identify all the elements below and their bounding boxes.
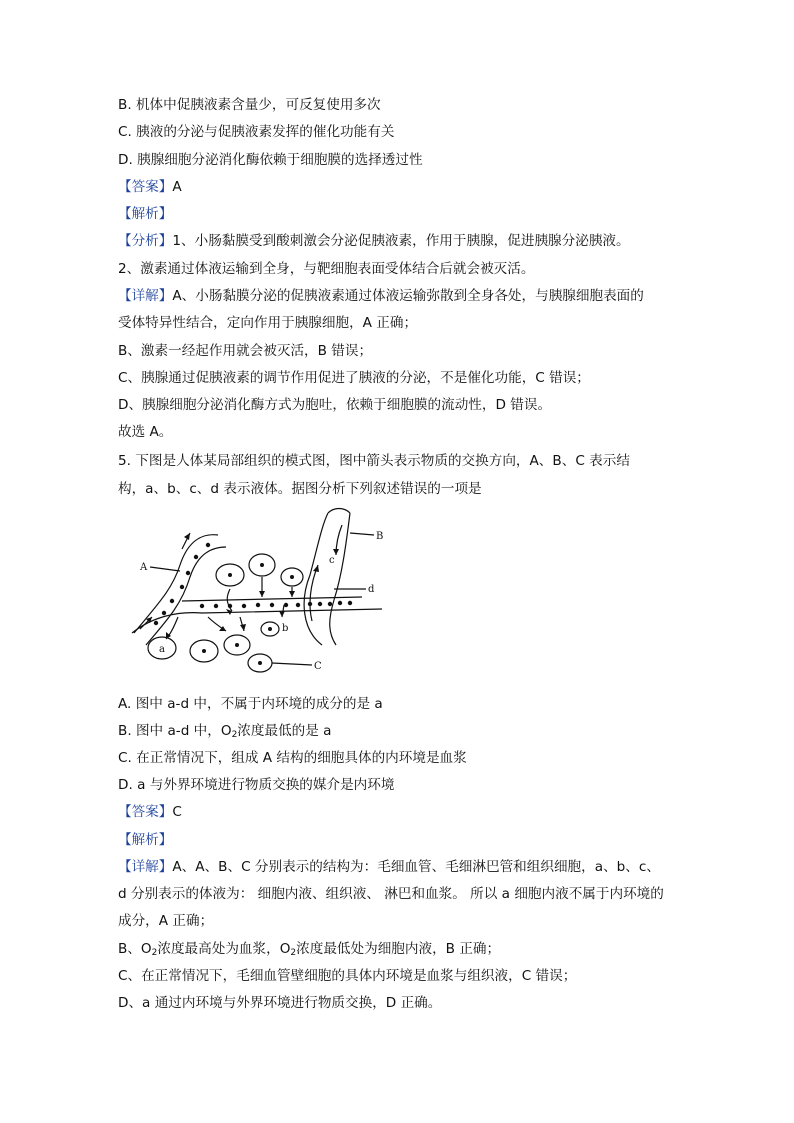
q5-detail-4 — [118, 939, 500, 963]
blood-cell — [154, 621, 158, 625]
q4-detail-3: B、激素一经起作用就会被灭活，B 错误； — [118, 343, 373, 359]
pointer-B — [350, 533, 374, 535]
q5-detail-6: D、a 通过内环境与外界环境进行物质交换，D 正确。 — [118, 995, 442, 1011]
blood-cell — [194, 555, 198, 559]
q4-option-d: D. 胰腺细胞分泌消化酶依赖于细胞膜的选择透过性 — [118, 152, 423, 168]
fenxi-tag: 【分析】 — [118, 233, 173, 249]
q4-analysis-tag — [118, 204, 172, 224]
blood-cell — [170, 599, 174, 603]
d4-pre: B、O — [118, 941, 152, 957]
q5-option-d: D. a 与外界环境进行物质交换的媒介是内环境 — [118, 777, 395, 793]
blood-cell — [270, 603, 274, 607]
q5-detail-3: 成分，A 正确； — [118, 913, 214, 929]
q4-detail-2: 受体特异性结合，定向作用于胰腺细胞，A 正确； — [118, 315, 418, 331]
pointer-C — [272, 663, 312, 665]
q5-stem-1: 5. 下图是人体某局部组织的模式图，图中箭头表示物质的交换方向，A、B、C 表示结 — [118, 453, 630, 469]
lymph-wall-left — [304, 513, 328, 645]
opt-b-sub: 2 — [231, 730, 238, 740]
label-c: c — [329, 555, 335, 566]
q5-answer — [118, 802, 182, 822]
d4-mid: 浓度最高处为血浆，O — [157, 941, 291, 957]
label-A: A — [140, 562, 148, 573]
blood-cell — [256, 603, 260, 607]
nucleus — [235, 643, 239, 647]
blood-cell — [186, 571, 190, 575]
detail-text-1: A、A、B、C 分别表示的结构为：毛细血管、毛细淋巴管和组织细胞，a、b、c、 — [172, 859, 660, 875]
blood-cell — [328, 602, 332, 606]
analysis-tag: 【解析】 — [118, 206, 173, 222]
q4-detail-4: C、胰腺通过促胰液素的调节作用促进了胰液的分泌，不是催化功能，C 错误； — [118, 370, 590, 386]
d4-sub1: 2 — [151, 948, 158, 958]
q5-option-c: C. 在正常情况下，组成 A 结构的细胞具体的内环境是血浆 — [118, 750, 467, 766]
q4-option-c: C. 胰液的分泌与促胰液素发挥的催化功能有关 — [118, 124, 395, 140]
q5-detail-5: C、在正常情况下，毛细血管壁细胞的具体内环境是血浆与组织液，C 错误； — [118, 968, 577, 984]
q5-option-b — [118, 721, 332, 745]
fenxi-text-1: 1、小肠黏膜受到酸刺激会分泌促胰液素，作用于胰腺，促进胰腺分泌胰液。 — [172, 233, 630, 249]
capillary-wall-outer — [134, 535, 218, 633]
nucleus — [290, 575, 294, 579]
q4-conclusion: 故选 A。 — [118, 424, 173, 440]
detail-tag: 【详解】 — [118, 859, 173, 875]
blood-cell — [242, 604, 246, 608]
q5-stem-2: 构，a、b、c、d 表示液体。据图分析下列叙述错误的一项是 — [118, 481, 482, 497]
vessel-wall-bottom — [132, 609, 382, 633]
q5-option-a: A. 图中 a-d 中，不属于内环境的成分的是 a — [118, 696, 383, 712]
answer-value: C — [172, 804, 182, 820]
blood-cell — [200, 604, 204, 608]
answer-value: A — [172, 179, 182, 195]
blood-cell — [284, 603, 288, 607]
blood-cell — [318, 602, 322, 606]
arrowhead — [289, 591, 295, 597]
lymph-end — [328, 509, 350, 514]
label-b: b — [282, 623, 289, 634]
q4-answer — [118, 177, 182, 197]
blood-cell — [206, 543, 210, 547]
q4-fenxi-1 — [118, 231, 630, 251]
blood-cell — [296, 603, 300, 607]
q5-analysis-tag — [118, 830, 172, 850]
nucleus — [202, 649, 206, 653]
detail-text-1: A、小肠黏膜分泌的促胰液素通过体液运输弥散到全身各处，与胰腺细胞表面的 — [172, 288, 644, 304]
nucleus — [260, 563, 264, 567]
arrowhead — [313, 565, 319, 572]
nucleus — [258, 661, 262, 665]
q4-option-b: B. 机体中促胰液素含量少，可反复使用多次 — [118, 97, 381, 113]
q4-detail-5: D、胰腺细胞分泌消化酶方式为胞吐，依赖于细胞膜的流动性，D 错误。 — [118, 397, 552, 413]
blood-cell — [162, 611, 166, 615]
nucleus — [228, 573, 232, 577]
blood-cell — [180, 585, 184, 589]
blood-cell — [214, 604, 218, 608]
blood-cell — [338, 601, 342, 605]
flow-arrow — [310, 565, 318, 621]
answer-tag: 【答案】 — [118, 179, 173, 195]
blood-cell — [308, 602, 312, 606]
label-B: B — [376, 531, 384, 542]
blood-cell — [228, 604, 232, 608]
detail-tag: 【详解】 — [118, 288, 173, 304]
arrowhead — [259, 591, 265, 597]
arrowhead — [240, 624, 246, 631]
label-a: a — [159, 644, 165, 655]
tissue-diagram — [122, 505, 392, 675]
capillary-wall-inner — [146, 547, 226, 645]
label-d: d — [368, 584, 375, 595]
label-C: C — [314, 661, 322, 672]
opt-b-post: 浓度最低的是 a — [237, 723, 332, 739]
d4-sub2: 2 — [290, 948, 297, 958]
analysis-tag: 【解析】 — [118, 832, 173, 848]
blood-cell — [348, 601, 352, 605]
arrowhead — [279, 611, 285, 617]
q5-detail-2: d 分别表示的体液为： 细胞内液、组织液、 淋巴和血浆。 所以 a 细胞内液不属于内环境的 — [118, 886, 664, 902]
q4-fenxi-2: 2、激素通过体液运输到全身，与靶细胞表面受体结合后就会被灭活。 — [118, 261, 535, 277]
nucleus — [268, 627, 272, 631]
d4-post: 浓度最低处为细胞内液，B 正确； — [296, 941, 501, 957]
q5-detail-1 — [118, 857, 660, 877]
pointer-A — [150, 567, 180, 571]
q4-detail-1 — [118, 286, 644, 306]
answer-tag: 【答案】 — [118, 804, 173, 820]
opt-b-pre: B. 图中 a-d 中，O — [118, 723, 232, 739]
